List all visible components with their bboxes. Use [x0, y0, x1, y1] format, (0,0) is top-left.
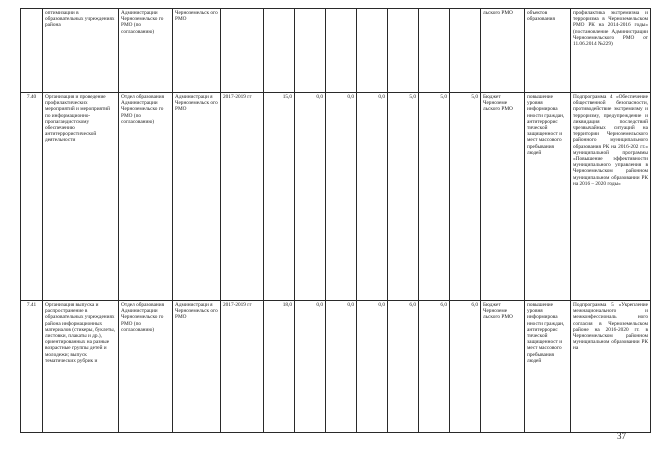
measure-name-cell: Организация и проведение профилактических мероприятий и мероприятий по информационно-пропагандистскому обеспечению антитеррористической деятельности	[43, 93, 119, 301]
table-row	[21, 93, 651, 301]
year-2017-cell	[388, 9, 419, 93]
term-cell: 2017-2019 гг	[221, 301, 264, 433]
municipal-budget-cell: 0,0	[357, 301, 388, 433]
federal-budget-cell: 0,0	[295, 93, 326, 301]
executor-cell: Отдел образования Администрации Черноземельско го РМО (по согласованию)	[119, 93, 173, 301]
regional-budget-cell: 0,0	[326, 301, 357, 433]
federal-budget-cell	[295, 9, 326, 93]
year-2019-cell: 6,0	[450, 301, 481, 433]
year-2018-cell: 6,0	[419, 301, 450, 433]
co-executor-cell: Администраци я Черноземельск ого РМО	[173, 93, 221, 301]
executor-cell: Отдел образования Администрации Черноземельско го РМО (по согласованию)	[119, 301, 173, 433]
expected-result-cell: повышение уровня информирова нности граждан, антитеррорис тической защищенност и мест массового пребывания людей	[525, 93, 571, 301]
regional-budget-cell: 0,0	[326, 93, 357, 301]
municipal-budget-cell: 0,0	[357, 93, 388, 301]
program-reference-cell: Подпрограмма 4 «Обеспечение общественной безопасности, противодействие экстремизму и терроризму, предупреждение и ликвидация последствий чрезвычайных ситуаций на территории Черноземельского районного муниципального образования РК на 2016-202 гг.» муниципальной программы «Повышение эффективности муниципального управления в Черноземельском районном муниципальном образовании РК на 2016 – 2020 годы»	[571, 93, 651, 301]
executor-cell: Администрации Черноземельско го РМО (по согласованию)	[119, 9, 173, 93]
expected-result-cell: повышение уровня информирова нности граждан, антитеррорис тической защищенност и мест массового пребывания людей	[525, 301, 571, 433]
funding-source-cell: Бюджет Черноземе льского РМО	[481, 301, 525, 433]
funding-source-cell: льского РМО	[481, 9, 525, 93]
expected-result-cell: объектов образования	[525, 9, 571, 93]
year-2017-cell: 6,0	[388, 301, 419, 433]
table-row	[21, 9, 651, 93]
term-cell	[221, 9, 264, 93]
federal-budget-cell: 0,0	[295, 301, 326, 433]
funding-source-cell: Бюджет Черноземе льского РМО	[481, 93, 525, 301]
measures-table	[20, 8, 651, 433]
term-cell: 2017-2019 гг	[221, 93, 264, 301]
table-row	[21, 301, 651, 433]
regional-budget-cell	[326, 9, 357, 93]
row-number-cell: 7.41	[21, 301, 43, 433]
measure-name-cell: оптимизации в образовательных учреждениях района	[43, 9, 119, 93]
year-2019-cell	[450, 9, 481, 93]
municipal-budget-cell	[357, 9, 388, 93]
total-amount-cell: 15,0	[264, 93, 295, 301]
total-amount-cell	[264, 9, 295, 93]
program-reference-cell: профилактика экстремизма и терроризма в Черноземельском РМО РК на 2014-2016 годы» (постановление Администрации Черноземельского РМО от 11.06.2014 №229)	[571, 9, 651, 93]
year-2018-cell: 5,0	[419, 93, 450, 301]
year-2017-cell: 5,0	[388, 93, 419, 301]
year-2019-cell: 5,0	[450, 93, 481, 301]
page-number: 37	[617, 431, 626, 441]
measure-name-cell: Организация выпуска и распространение в образовательных учреждениях района информационных материалов (стикеры, буклеты, листовки, плакаты и др.), ориентированных на разные возрастные группы детей и молодежи; выпуск тематических рубрик и	[43, 301, 119, 433]
total-amount-cell: 18,0	[264, 301, 295, 433]
co-executor-cell: Черноземельск ого РМО	[173, 9, 221, 93]
row-number-cell	[21, 9, 43, 93]
co-executor-cell: Администраци я Черноземельск ого РМО	[173, 301, 221, 433]
year-2018-cell	[419, 9, 450, 93]
row-number-cell: 7.40	[21, 93, 43, 301]
program-reference-cell: Подпрограмма 5 «Укрепление межнационального и межконфессиональ ного согласия в Черноземельском районе на 2016-2020 гг. в Черноземельском районном муниципальном образовании РК на	[571, 301, 651, 433]
